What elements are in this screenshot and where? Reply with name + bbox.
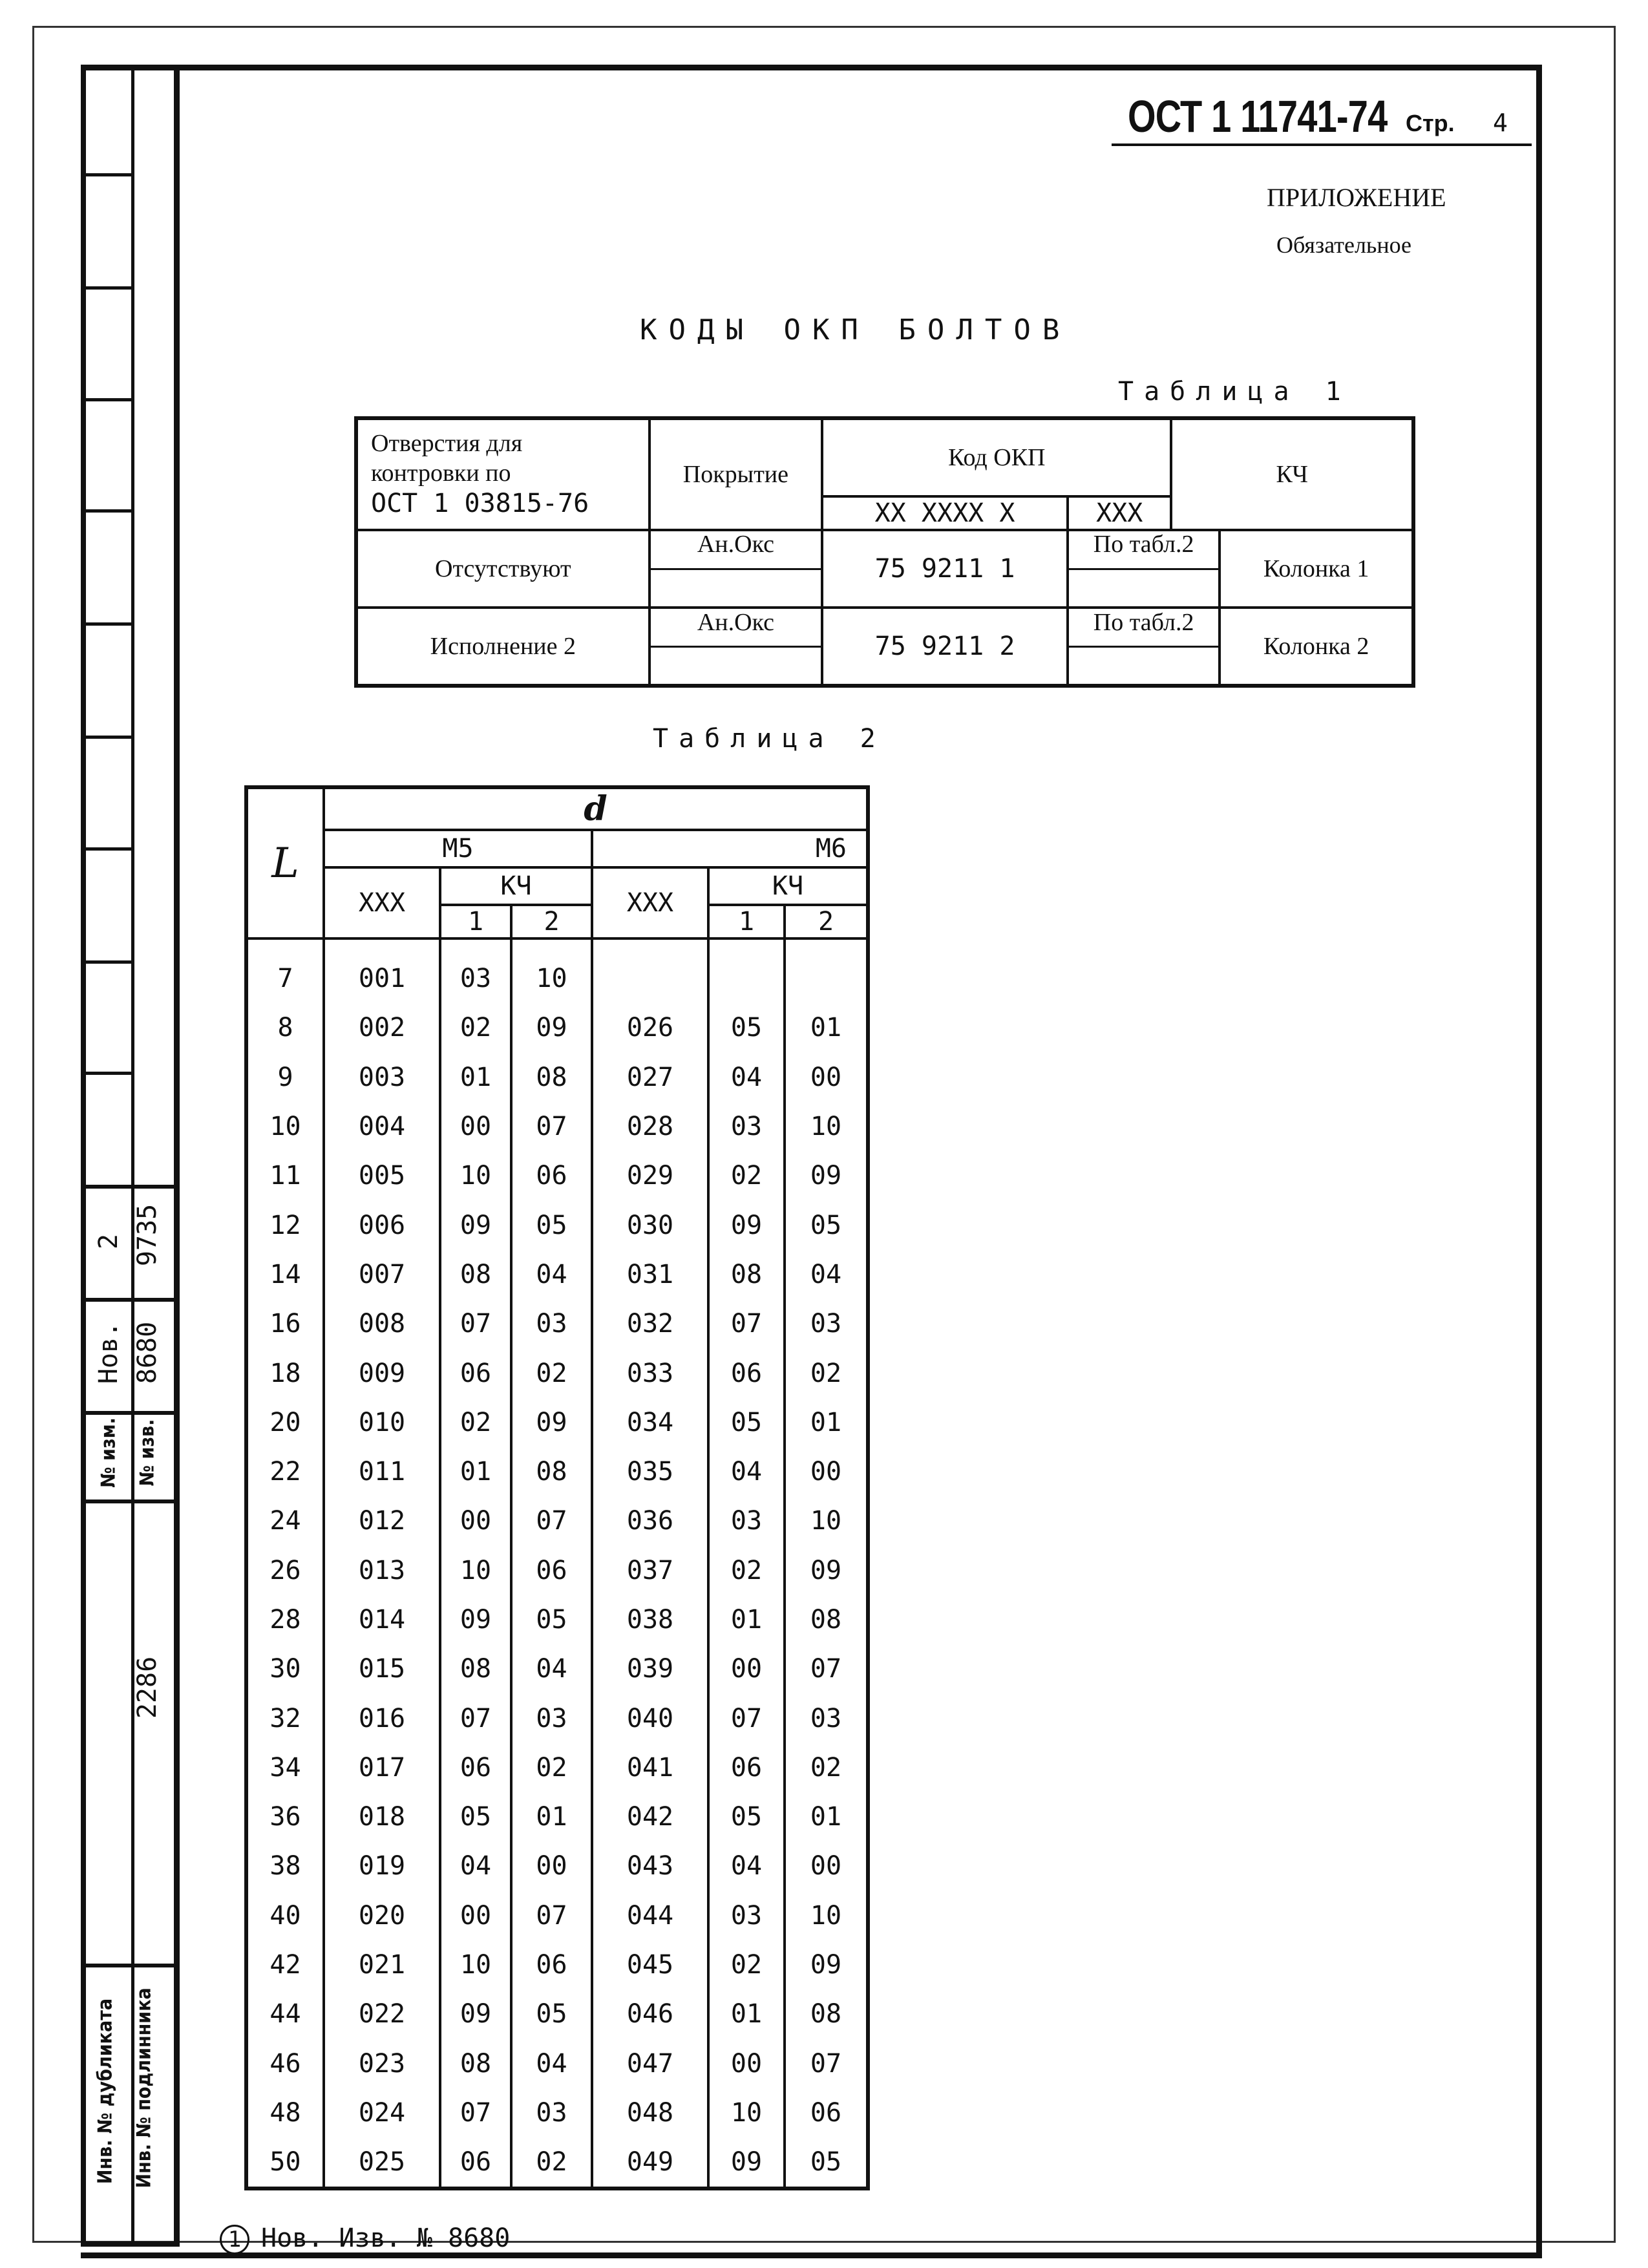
table-cell: 003 bbox=[324, 1053, 440, 1102]
table-cell: 07 bbox=[511, 1496, 592, 1545]
table-cell: 07 bbox=[440, 1299, 511, 1348]
inv-original-label: Инв. № подлинника bbox=[132, 1987, 156, 2189]
table-cell bbox=[708, 954, 785, 1003]
table-cell: 00 bbox=[785, 1447, 868, 1496]
table-cell: 030 bbox=[592, 1200, 708, 1249]
table-cell: 50 bbox=[246, 2137, 324, 2189]
table-cell: 032 bbox=[592, 1299, 708, 1348]
table-cell: 26 bbox=[246, 1546, 324, 1595]
table2-header-L: L bbox=[246, 787, 324, 938]
ref-value: По табл.2 bbox=[1069, 608, 1218, 648]
table-cell: 02 bbox=[708, 1940, 785, 1989]
table-cell: 034 bbox=[592, 1398, 708, 1447]
table-cell: 02 bbox=[785, 1348, 868, 1397]
inv-duplicate-label: Инв. № дубликата bbox=[94, 1998, 117, 2185]
table-cell bbox=[785, 954, 868, 1003]
table-cell: 007 bbox=[324, 1250, 440, 1299]
table-cell: 01 bbox=[785, 1792, 868, 1841]
table-cell: 08 bbox=[440, 1644, 511, 1693]
table-cell: 004 bbox=[324, 1102, 440, 1151]
table-cell: 042 bbox=[592, 1792, 708, 1841]
table-cell: 04 bbox=[511, 1250, 592, 1299]
table-cell: 03 bbox=[708, 1496, 785, 1545]
table-cell: 10 bbox=[708, 2088, 785, 2137]
table-cell: 041 bbox=[592, 1743, 708, 1792]
table-cell: 03 bbox=[708, 1102, 785, 1151]
table-cell: 036 bbox=[592, 1496, 708, 1545]
table-cell: 01 bbox=[511, 1792, 592, 1841]
page-title: КОДЫ ОКП БОЛТОВ bbox=[640, 313, 1072, 346]
table-cell: 013 bbox=[324, 1546, 440, 1595]
table2-header-col1: 1 bbox=[708, 905, 785, 938]
table-cell: 04 bbox=[708, 1053, 785, 1102]
table-cell: 01 bbox=[785, 1003, 868, 1052]
table-row bbox=[246, 1003, 868, 1052]
table-row bbox=[246, 1398, 868, 1447]
table-cell: 00 bbox=[708, 1644, 785, 1693]
table2-header-col2: 2 bbox=[511, 905, 592, 938]
table-row bbox=[246, 954, 868, 1003]
table-cell: 10 bbox=[246, 1102, 324, 1151]
coating-value: Ан.Окс bbox=[651, 530, 821, 569]
table-cell: 031 bbox=[592, 1250, 708, 1299]
table-cell: 08 bbox=[785, 1595, 868, 1644]
table-cell: 03 bbox=[440, 954, 511, 1003]
table-cell: 09 bbox=[440, 1989, 511, 2039]
table2 bbox=[244, 785, 870, 2190]
strip-cell-line bbox=[86, 960, 131, 964]
table-cell: 05 bbox=[511, 1989, 592, 2039]
table-cell: 04 bbox=[785, 1250, 868, 1299]
table-cell: 01 bbox=[440, 1053, 511, 1102]
table-cell: 04 bbox=[440, 1841, 511, 1891]
table-row bbox=[246, 1151, 868, 1200]
table-cell: 06 bbox=[440, 2137, 511, 2189]
table-cell: 12 bbox=[246, 1200, 324, 1249]
footnote-mark: 1 bbox=[220, 2225, 249, 2254]
table-cell: 00 bbox=[440, 1496, 511, 1545]
table-cell: 017 bbox=[324, 1743, 440, 1792]
table-cell: 06 bbox=[785, 2088, 868, 2137]
table-cell: 05 bbox=[440, 1792, 511, 1841]
table1-cell-holes: Отсутствуют bbox=[356, 530, 650, 608]
table-cell: 07 bbox=[785, 1644, 868, 1693]
table-cell: 09 bbox=[708, 1200, 785, 1249]
table-cell: 44 bbox=[246, 1989, 324, 2039]
table-cell: 06 bbox=[440, 1348, 511, 1397]
change-number: 2 bbox=[94, 1233, 123, 1250]
table-cell: 026 bbox=[592, 1003, 708, 1052]
table-cell: 028 bbox=[592, 1102, 708, 1151]
table-cell: 11 bbox=[246, 1151, 324, 1200]
table-cell: 03 bbox=[511, 2088, 592, 2137]
table-cell: 8 bbox=[246, 1003, 324, 1052]
table-cell: 01 bbox=[708, 1595, 785, 1644]
table-row bbox=[246, 1250, 868, 1299]
table1-cell-ref bbox=[1068, 530, 1220, 608]
ref-empty bbox=[1069, 570, 1218, 608]
table-cell: 01 bbox=[708, 1989, 785, 2039]
table1-header-okp: Код ОКП bbox=[822, 418, 1171, 496]
table-cell: 02 bbox=[440, 1398, 511, 1447]
appendix-type: Обязательное bbox=[1276, 232, 1412, 258]
coating-empty bbox=[651, 570, 821, 608]
table-cell: 07 bbox=[440, 1693, 511, 1743]
table-cell: 22 bbox=[246, 1447, 324, 1496]
table2-header-xxx-m5: XXX bbox=[324, 867, 440, 938]
table-cell: 015 bbox=[324, 1644, 440, 1693]
table-cell: 043 bbox=[592, 1841, 708, 1891]
coating-value: Ан.Окс bbox=[651, 608, 821, 648]
table-cell: 09 bbox=[511, 1003, 592, 1052]
table-cell: 014 bbox=[324, 1595, 440, 1644]
page-number: 4 bbox=[1493, 109, 1508, 137]
strip-cell-line bbox=[86, 1500, 174, 1503]
doc-label: № изв. bbox=[136, 1419, 159, 1487]
table-cell: 03 bbox=[785, 1693, 868, 1743]
table-cell: 07 bbox=[708, 1693, 785, 1743]
table-cell: 07 bbox=[511, 1891, 592, 1940]
table-cell: 08 bbox=[440, 1250, 511, 1299]
table-cell: 05 bbox=[511, 1595, 592, 1644]
table-cell: 012 bbox=[324, 1496, 440, 1545]
table-cell: 05 bbox=[708, 1003, 785, 1052]
table-cell: 07 bbox=[708, 1299, 785, 1348]
table2-header-kch-m6: КЧ bbox=[708, 867, 868, 905]
strip-cell-line bbox=[86, 1964, 174, 1967]
table-cell: 06 bbox=[511, 1151, 592, 1200]
table2-header-d: d bbox=[324, 787, 868, 830]
table-cell: 09 bbox=[440, 1200, 511, 1249]
table-cell: 04 bbox=[708, 1841, 785, 1891]
table-cell: 20 bbox=[246, 1398, 324, 1447]
table-row bbox=[246, 1053, 868, 1102]
table-cell: 38 bbox=[246, 1841, 324, 1891]
duplicate-number: 2286 bbox=[132, 1656, 162, 1719]
table-row bbox=[246, 1348, 868, 1397]
table-row bbox=[246, 1447, 868, 1496]
table-cell: 36 bbox=[246, 1792, 324, 1841]
table-cell: 022 bbox=[324, 1989, 440, 2039]
table-cell: 10 bbox=[785, 1102, 868, 1151]
table-cell: 48 bbox=[246, 2088, 324, 2137]
table-cell: 07 bbox=[440, 2088, 511, 2137]
table-cell: 10 bbox=[440, 1940, 511, 1989]
table-row bbox=[246, 1693, 868, 1743]
table-cell: 05 bbox=[785, 1200, 868, 1249]
table-row bbox=[246, 1200, 868, 1249]
table-cell: 04 bbox=[511, 1644, 592, 1693]
table-cell: 7 bbox=[246, 954, 324, 1003]
table2-caption: Таблица 2 bbox=[653, 724, 886, 754]
table-cell: 009 bbox=[324, 1348, 440, 1397]
table-cell: 10 bbox=[785, 1496, 868, 1545]
table-row bbox=[246, 1792, 868, 1841]
table-cell: 038 bbox=[592, 1595, 708, 1644]
table-cell: 07 bbox=[785, 2039, 868, 2088]
table-cell: 02 bbox=[511, 1348, 592, 1397]
table-cell: 09 bbox=[785, 1151, 868, 1200]
table-cell: 025 bbox=[324, 2137, 440, 2189]
table-row bbox=[246, 2137, 868, 2189]
table-row bbox=[246, 2039, 868, 2088]
table-cell: 049 bbox=[592, 2137, 708, 2189]
table-row bbox=[246, 1989, 868, 2039]
table-cell: 40 bbox=[246, 1891, 324, 1940]
table-cell: 06 bbox=[511, 1940, 592, 1989]
table-cell: 021 bbox=[324, 1940, 440, 1989]
document-code: ОСТ 1 11741-74 bbox=[1128, 91, 1388, 142]
table-cell: 14 bbox=[246, 1250, 324, 1299]
table2-header-col2: 2 bbox=[785, 905, 868, 938]
table-row bbox=[246, 1644, 868, 1693]
table-cell: 06 bbox=[708, 1743, 785, 1792]
table-cell: 08 bbox=[511, 1053, 592, 1102]
table-cell: 02 bbox=[511, 1743, 592, 1792]
change-label: № изм. bbox=[97, 1417, 120, 1488]
table-cell: 05 bbox=[511, 1200, 592, 1249]
table-row bbox=[246, 1841, 868, 1891]
strip-cell-line bbox=[86, 847, 131, 851]
footnote bbox=[220, 2223, 510, 2254]
table-cell: 9 bbox=[246, 1053, 324, 1102]
table-cell: 03 bbox=[511, 1299, 592, 1348]
table1-cell-coating bbox=[650, 530, 822, 608]
table-cell: 00 bbox=[785, 1841, 868, 1891]
table-cell: 32 bbox=[246, 1693, 324, 1743]
holes-header-line: Отверстия для bbox=[371, 430, 523, 458]
table-cell: 039 bbox=[592, 1644, 708, 1693]
table1-header-okp-part1: XX XXXX X bbox=[822, 496, 1068, 530]
table-cell: 46 bbox=[246, 2039, 324, 2088]
table1-cell-coating bbox=[650, 608, 822, 686]
table-cell: 024 bbox=[324, 2088, 440, 2137]
table-cell: 008 bbox=[324, 1299, 440, 1348]
table-cell: 00 bbox=[708, 2039, 785, 2088]
table-cell: 019 bbox=[324, 1841, 440, 1891]
table-cell: 03 bbox=[708, 1891, 785, 1940]
table-cell: 033 bbox=[592, 1348, 708, 1397]
table-row bbox=[246, 1299, 868, 1348]
doc-number-top: 9735 bbox=[132, 1203, 162, 1267]
table-cell: 00 bbox=[440, 1102, 511, 1151]
document-code-underline bbox=[1112, 143, 1532, 146]
strip-cell-line bbox=[86, 286, 131, 290]
appendix-label: ПРИЛОЖЕНИЕ bbox=[1267, 183, 1446, 212]
strip-cell-line bbox=[86, 736, 131, 739]
table-cell: 09 bbox=[785, 1940, 868, 1989]
table-cell: 06 bbox=[708, 1348, 785, 1397]
table-cell: 040 bbox=[592, 1693, 708, 1743]
table-cell: 07 bbox=[511, 1102, 592, 1151]
table-cell: 09 bbox=[708, 2137, 785, 2189]
table-cell: 06 bbox=[440, 1743, 511, 1792]
table1-header-kch: КЧ bbox=[1171, 418, 1413, 530]
table2-header-kch-m5: КЧ bbox=[440, 867, 592, 905]
table-row bbox=[246, 1496, 868, 1545]
table1-cell-holes: Исполнение 2 bbox=[356, 608, 650, 686]
table-cell: 005 bbox=[324, 1151, 440, 1200]
table-cell: 04 bbox=[708, 1447, 785, 1496]
strip-cell-line bbox=[86, 398, 131, 401]
strip-divider bbox=[131, 70, 134, 2242]
table-cell: 01 bbox=[785, 1398, 868, 1447]
table-cell: 05 bbox=[708, 1792, 785, 1841]
table1-header-coating: Покрытие bbox=[650, 418, 822, 530]
table-cell: 10 bbox=[785, 1891, 868, 1940]
new-label: Нов. bbox=[94, 1321, 123, 1384]
table1-cell-kch: Колонка 2 bbox=[1220, 608, 1413, 686]
table-cell: 045 bbox=[592, 1940, 708, 1989]
strip-cell-line bbox=[86, 1298, 174, 1302]
table1-cell-okp: 75 9211 2 bbox=[822, 608, 1068, 686]
table-cell: 28 bbox=[246, 1595, 324, 1644]
table-cell: 006 bbox=[324, 1200, 440, 1249]
strip-cell-line bbox=[86, 1072, 131, 1075]
table-cell: 08 bbox=[785, 1989, 868, 2039]
table-cell: 02 bbox=[511, 2137, 592, 2189]
table1-header-holes bbox=[356, 418, 650, 530]
table-cell: 05 bbox=[708, 1398, 785, 1447]
table1-caption: Таблица 1 bbox=[1118, 377, 1351, 407]
table-cell bbox=[592, 954, 708, 1003]
table-cell: 002 bbox=[324, 1003, 440, 1052]
table-cell: 09 bbox=[440, 1595, 511, 1644]
table2-header-m6: М6 bbox=[592, 830, 868, 867]
table-cell: 04 bbox=[511, 2039, 592, 2088]
holes-header-line: ОСТ 1 03815-76 bbox=[371, 489, 589, 519]
table-cell: 06 bbox=[511, 1546, 592, 1595]
table1-cell-ref bbox=[1068, 608, 1220, 686]
table-cell: 03 bbox=[785, 1299, 868, 1348]
table-row bbox=[246, 1743, 868, 1792]
table-cell: 24 bbox=[246, 1496, 324, 1545]
table-cell: 02 bbox=[785, 1743, 868, 1792]
table2-header-m5: М5 bbox=[324, 830, 592, 867]
table-cell: 044 bbox=[592, 1891, 708, 1940]
strip-cell-line bbox=[86, 509, 131, 513]
left-stamp-strip bbox=[81, 65, 180, 2247]
table-cell: 035 bbox=[592, 1447, 708, 1496]
table-row bbox=[246, 1891, 868, 1940]
table-cell: 16 bbox=[246, 1299, 324, 1348]
table-row bbox=[246, 1102, 868, 1151]
footnote-text: Нов. Изв. № 8680 bbox=[261, 2223, 511, 2253]
table2-header-xxx-m6: XXX bbox=[592, 867, 708, 938]
table-cell: 020 bbox=[324, 1891, 440, 1940]
holes-header-line: контровки по bbox=[371, 459, 511, 487]
table1-cell-kch: Колонка 1 bbox=[1220, 530, 1413, 608]
table-cell: 02 bbox=[440, 1003, 511, 1052]
table-cell: 048 bbox=[592, 2088, 708, 2137]
new-doc-number: 8680 bbox=[132, 1321, 162, 1384]
table-cell: 08 bbox=[511, 1447, 592, 1496]
document-code-block bbox=[1128, 90, 1535, 142]
table2-header-col1: 1 bbox=[440, 905, 511, 938]
table-cell: 10 bbox=[440, 1546, 511, 1595]
table-cell: 08 bbox=[708, 1250, 785, 1299]
table-cell: 02 bbox=[708, 1546, 785, 1595]
table1-header-okp-part2: XXX bbox=[1068, 496, 1171, 530]
table2-body bbox=[246, 938, 868, 2189]
table-cell: 010 bbox=[324, 1398, 440, 1447]
table-cell: 10 bbox=[511, 954, 592, 1003]
table-cell: 047 bbox=[592, 2039, 708, 2088]
table-cell: 18 bbox=[246, 1348, 324, 1397]
table-cell: 037 bbox=[592, 1546, 708, 1595]
ref-empty bbox=[1069, 648, 1218, 685]
table-cell: 011 bbox=[324, 1447, 440, 1496]
table-cell: 02 bbox=[708, 1151, 785, 1200]
table-cell: 00 bbox=[785, 1053, 868, 1102]
table-cell: 42 bbox=[246, 1940, 324, 1989]
table-cell: 00 bbox=[440, 1891, 511, 1940]
table-cell: 09 bbox=[785, 1546, 868, 1595]
table-cell: 00 bbox=[511, 1841, 592, 1891]
table-cell: 001 bbox=[324, 954, 440, 1003]
table-cell: 016 bbox=[324, 1693, 440, 1743]
table-cell: 08 bbox=[440, 2039, 511, 2088]
table-cell: 09 bbox=[511, 1398, 592, 1447]
strip-cell-line bbox=[86, 1185, 174, 1189]
table-row bbox=[246, 1595, 868, 1644]
table-row bbox=[246, 1940, 868, 1989]
table-cell: 029 bbox=[592, 1151, 708, 1200]
coating-empty bbox=[651, 648, 821, 685]
ref-value: По табл.2 bbox=[1069, 530, 1218, 569]
table-cell: 01 bbox=[440, 1447, 511, 1496]
table-cell: 027 bbox=[592, 1053, 708, 1102]
table1-cell-okp: 75 9211 1 bbox=[822, 530, 1068, 608]
table-cell: 046 bbox=[592, 1989, 708, 2039]
page-label: Стр. bbox=[1406, 110, 1455, 136]
strip-cell-line bbox=[86, 622, 131, 626]
table-cell: 018 bbox=[324, 1792, 440, 1841]
table-cell: 30 bbox=[246, 1644, 324, 1693]
table-row bbox=[246, 1546, 868, 1595]
table-cell: 023 bbox=[324, 2039, 440, 2088]
table-cell: 34 bbox=[246, 1743, 324, 1792]
table-cell: 03 bbox=[511, 1693, 592, 1743]
table1 bbox=[354, 416, 1415, 688]
strip-cell-line bbox=[86, 173, 131, 176]
table-cell: 10 bbox=[440, 1151, 511, 1200]
table-cell: 05 bbox=[785, 2137, 868, 2189]
strip-cell-line bbox=[86, 1411, 174, 1415]
table-row bbox=[246, 2088, 868, 2137]
